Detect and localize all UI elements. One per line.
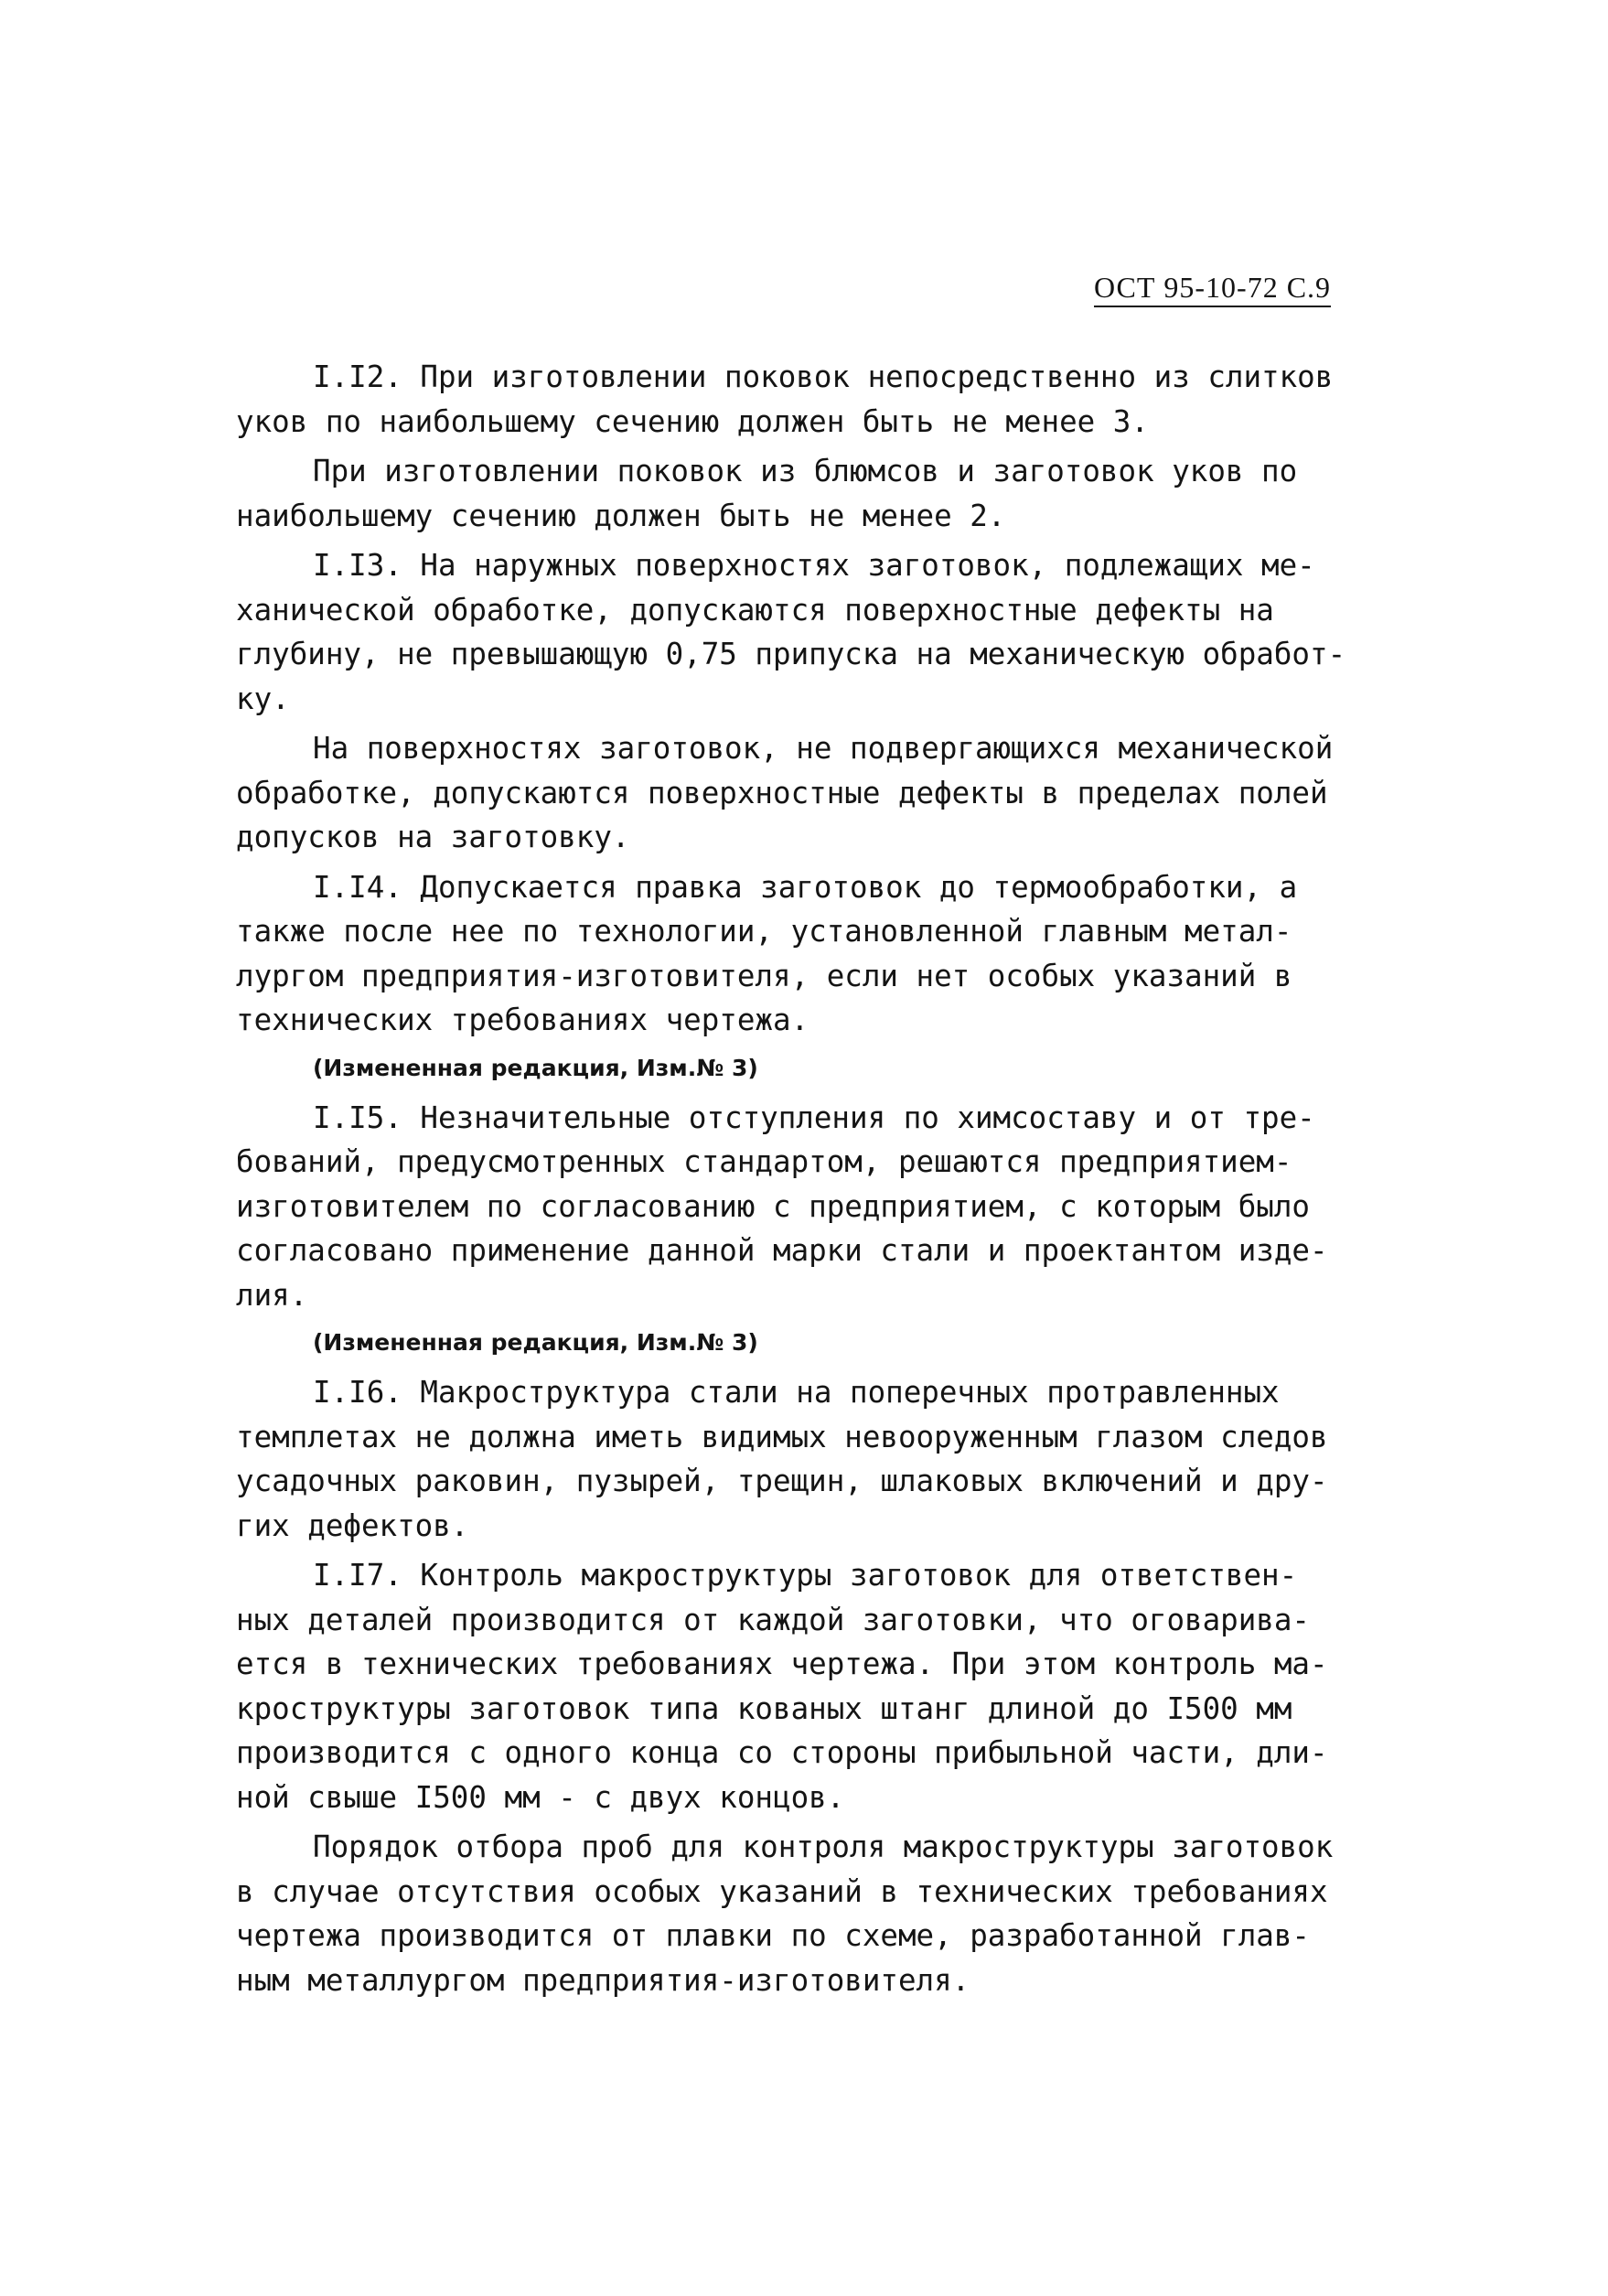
text-line: Порядок отбора проб для контроля макроструктуры заготовок <box>313 1829 1334 1864</box>
text-line: производится с одного конца со стороны прибыльной части, дли- <box>236 1735 1328 1770</box>
text-line: глубину, не превышающую 0,75 припуска на механическую обработ- <box>236 637 1346 671</box>
text-line: усадочных раковин, пузырей, трещин, шлаковых включений и дру- <box>236 1464 1328 1498</box>
text-line: I.I2. При изготовлении поковок непосредственно из слитков <box>313 359 1334 394</box>
text-line: ных деталей производится от каждой заготовки, что оговарива- <box>236 1602 1310 1637</box>
paragraph <box>236 1553 1374 1819</box>
text-line: При изготовлении поковок из блюмсов и заготовок уков по <box>313 454 1298 488</box>
revision-note-text: (Измененная редакция, Изм.№ 3) <box>313 1329 758 1356</box>
paragraph <box>236 1370 1374 1548</box>
paragraph <box>236 865 1374 1043</box>
text-line: в случае отсутствия особых указаний в технических требованиях <box>236 1873 1328 1909</box>
text-line: ной свыше I500 мм - с двух концов. <box>236 1779 845 1815</box>
revision-note-text: (Измененная редакция, Изм.№ 3) <box>313 1054 758 1081</box>
document-reference: ОСТ 95-10-72 С.9 <box>1094 271 1331 307</box>
text-line: согласовано применение данной марки стали и проектантом изде- <box>236 1233 1328 1268</box>
text-line: лия. <box>236 1277 308 1313</box>
text-line: I.I6. Макроструктура стали на поперечных протравленных <box>313 1375 1280 1410</box>
text-line: ку. <box>236 681 290 716</box>
text-line: уков по наибольшему сечению должен быть не менее 3. <box>236 403 1149 439</box>
text-line: изготовителем по согласованию с предприятием, с которым было <box>236 1188 1310 1224</box>
text-line: гих дефектов. <box>236 1507 469 1543</box>
paragraph <box>236 1096 1374 1318</box>
text-line: бований, предусмотренных стандартом, решаются предприятием- <box>236 1144 1292 1179</box>
text-line: лургом предприятия-изготовителя, если нет особых указаний в <box>236 958 1292 993</box>
text-line: I.I5. Незначительные отступления по химсоставу и от тре- <box>313 1100 1315 1135</box>
text-line: I.I7. Контроль макроструктуры заготовок для ответствен- <box>313 1558 1298 1593</box>
text-line: ется в технических требованиях чертежа. При этом контроль ма- <box>236 1647 1328 1681</box>
paragraph <box>236 1825 1374 2002</box>
revision-note <box>236 1046 1374 1090</box>
text-line: кроструктуры заготовок типа кованых штанг длиной до I500 мм <box>236 1690 1292 1726</box>
paragraph <box>236 449 1374 538</box>
text-line: ным металлургом предприятия-изготовителя. <box>236 1962 970 1998</box>
paragraph <box>236 355 1374 444</box>
text-line: I.I4. Допускается правка заготовок до термообработки, а <box>313 869 1298 905</box>
text-line: обработке, допускаются поверхностные дефекты в пределах полей <box>236 775 1328 810</box>
paragraph <box>236 543 1374 721</box>
text-line: темплетах не должна иметь видимых невооруженным глазом следов <box>236 1419 1328 1454</box>
revision-note <box>236 1321 1374 1365</box>
text-line: ханической обработке, допускаются поверхностные дефекты на <box>236 592 1274 628</box>
text-line: чертежа производится от плавки по схеме, разработанной глав- <box>236 1918 1310 1953</box>
paragraph <box>236 726 1374 860</box>
text-line: На поверхностях заготовок, не подвергающихся механической <box>313 731 1334 766</box>
text-line: I.I3. На наружных поверхностях заготовок, подлежащих ме- <box>313 548 1315 583</box>
text-line: допусков на заготовку. <box>236 820 630 854</box>
text-line: наибольшему сечению должен быть не менее 2. <box>236 498 1006 533</box>
text-line: также после нее по технологии, установленной главным метал- <box>236 914 1292 949</box>
document-body <box>236 355 1374 2002</box>
text-line: технических требованиях чертежа. <box>236 1003 809 1037</box>
